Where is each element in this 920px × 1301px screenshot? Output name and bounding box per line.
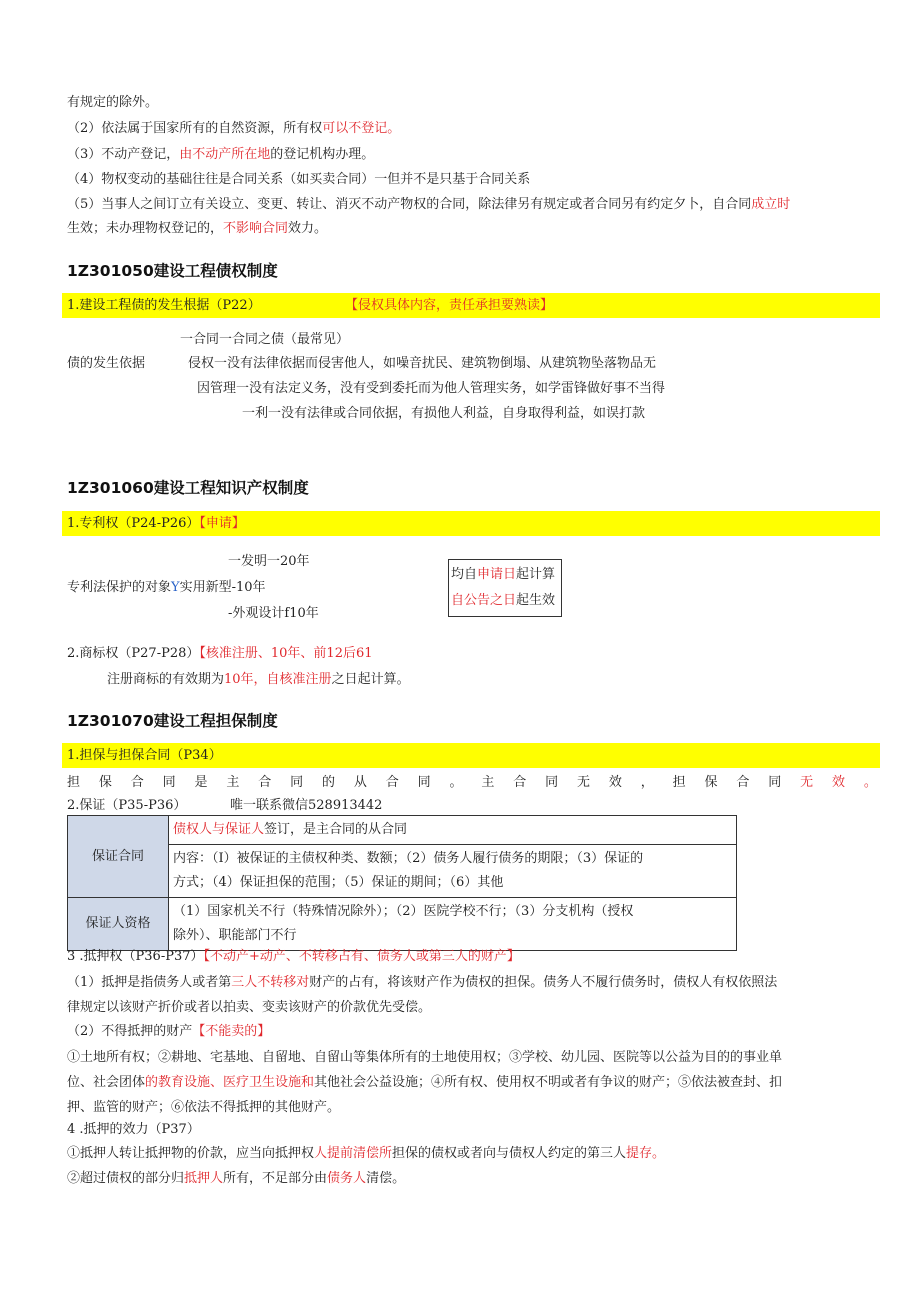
justified-char: 担 — [672, 775, 686, 790]
guarantee-table — [67, 815, 737, 951]
text-line: 生效；未办理物权登记的，不影响合同效力。 — [67, 221, 328, 236]
justified-char: 合 — [258, 775, 272, 790]
highlight-text: 1.建设工程债的发生根据（P22） — [67, 298, 261, 313]
text-line: 一利一没有法律或合同依据，有损他人利益，自身取得利益，如误打款 — [242, 406, 646, 421]
highlight-text: 1.担保与担保合同（P34） — [67, 748, 222, 763]
text-line: （2）不得抵押的财产【不能卖的】 — [67, 1024, 271, 1039]
text-line: （4）物权变动的基础往往是合同关系（如买卖合同）一但并不是只基于合同关系 — [67, 172, 531, 187]
section-heading: 1Z301070建设工程担保制度 — [67, 712, 278, 730]
table-row — [68, 816, 737, 845]
highlight-text: 1.专利权（P24-P26）【申请】 — [67, 516, 245, 531]
text-line: -外观设计f10年 — [228, 606, 319, 621]
label: 债的发生依据 — [67, 356, 146, 371]
text-line: 3 .抵押权（P36-P37）【不动产+动产、不转移占有、债务人或第三人的财产】 — [67, 949, 520, 964]
table-row — [68, 898, 737, 951]
justified-char: 的 — [322, 775, 336, 790]
justified-char: 。 — [863, 775, 877, 790]
justified-char: 。 — [449, 775, 463, 790]
text-line: ①土地所有权；②耕地、宅基地、自留地、自留山等集体所有的土地使用权；③学校、幼儿园、医院等以公益为目的的事业单 — [67, 1050, 783, 1065]
justified-char: 无 — [800, 775, 814, 790]
justified-char: 同 — [545, 775, 559, 790]
text-line: （1）抵押是指债务人或者第三人不转移对财产的占有，将该财产作为债权的担保。债务人不履行债务时，债权人有权依照法 — [67, 975, 778, 990]
justified-char: 合 — [513, 775, 527, 790]
section-heading: 1Z301050建设工程债权制度 — [67, 262, 278, 280]
justified-char: 同 — [417, 775, 431, 790]
justified-char: 合 — [130, 775, 144, 790]
justified-char: 从 — [353, 775, 367, 790]
justified-char: 效 — [608, 775, 622, 790]
justified-line — [67, 774, 877, 792]
text-line: （5）当事人之间订立有关设立、变更、转让、消灭不动产物权的合同，除法律另有规定或者合同另有约定夕卜，自合同成立时 — [67, 197, 791, 212]
highlight-note: 【侵权具体内容，责任承担要熟读】 — [345, 298, 554, 313]
table-cell: （1）国家机关不行（特殊情况除外）；（2）医院学校不行；（3）分支机构（授权 除外）、职能部门不行 — [169, 898, 737, 951]
section-heading: 1Z301060建设工程知识产权制度 — [67, 479, 309, 497]
row-label: 保证人资格 — [68, 898, 169, 951]
text-line: （2）依法属于国家所有的自然资源，所有权可以不登记。 — [67, 121, 401, 136]
justified-char: 担 — [67, 775, 81, 790]
contact-text: 唯一联系微信528913442 — [230, 798, 383, 813]
text-line: ②超过债权的部分归抵押人所有，不足部分由债务人清偿。 — [67, 1171, 406, 1186]
text-line: 位、社会团体的教育设施、医疗卫生设施和其他社会公益设施；④所有权、使用权不明或者有争议的财产；⑤依法被查封、扣 — [67, 1075, 783, 1090]
justified-char: 合 — [385, 775, 399, 790]
text-line: 注册商标的有效期为10年，自核准注册之日起计算。 — [107, 672, 410, 687]
row-label: 保证合同 — [68, 816, 169, 898]
table-cell: 债权人与保证人签订，是主合同的从合同 — [169, 816, 737, 845]
text-line: 2.商标权（P27-P28）【核准注册、10年、前12后61 — [67, 646, 373, 661]
text-line: 有规定的除外。 — [67, 95, 159, 110]
text-line: （3）不动产登记，由不动产所在地的登记机构办理。 — [67, 147, 375, 162]
text-line: 专利法保护的对象Y实用新型-10年 — [67, 580, 266, 595]
text-line: 一发明一20年 — [228, 554, 310, 569]
text-line: 一合同一合同之债（最常见） — [180, 332, 350, 347]
table-row — [68, 845, 737, 898]
note-box: 均自申请日起计算 自公告之日起生效 — [448, 559, 562, 617]
justified-char: ， — [640, 775, 654, 790]
text-line: 2.保证（P35-P36） — [67, 798, 187, 813]
text-line: 侵权一没有法律依据而侵害他人，如噪音扰民、建筑物倒塌、从建筑物坠落物品无 — [188, 356, 657, 371]
justified-char: 同 — [162, 775, 176, 790]
justified-char: 保 — [704, 775, 718, 790]
justified-char: 主 — [481, 775, 495, 790]
justified-char: 同 — [768, 775, 782, 790]
text-line: 4 .抵押的效力（P37） — [67, 1122, 200, 1137]
justified-char: 同 — [290, 775, 304, 790]
justified-char: 效 — [832, 775, 846, 790]
justified-char: 无 — [577, 775, 591, 790]
text-line: 因管理一没有法定义务，没有受到委托而为他人管理实务，如学雷锋做好事不当得 — [197, 381, 666, 396]
table-cell: 内容：（I）被保证的主债权种类、数额；（2）债务人履行债务的期限；（3）保证的 方式；（4）保证担保的范围；（5）保证的期间；（6）其他 — [169, 845, 737, 898]
text-line: 押、监管的财产；⑥依法不得抵押的其他财产。 — [67, 1100, 341, 1115]
justified-char: 是 — [194, 775, 208, 790]
text-line: 律规定以该财产折价或者以拍卖、变卖该财产的价款优先受偿。 — [67, 1000, 432, 1015]
justified-char: 主 — [226, 775, 240, 790]
justified-char: 保 — [98, 775, 112, 790]
justified-char: 合 — [736, 775, 750, 790]
text-line: ①抵押人转让抵押物的价款，应当向抵押权人提前清偿所担保的债权或者向与债权人约定的第三人提存。 — [67, 1146, 666, 1161]
